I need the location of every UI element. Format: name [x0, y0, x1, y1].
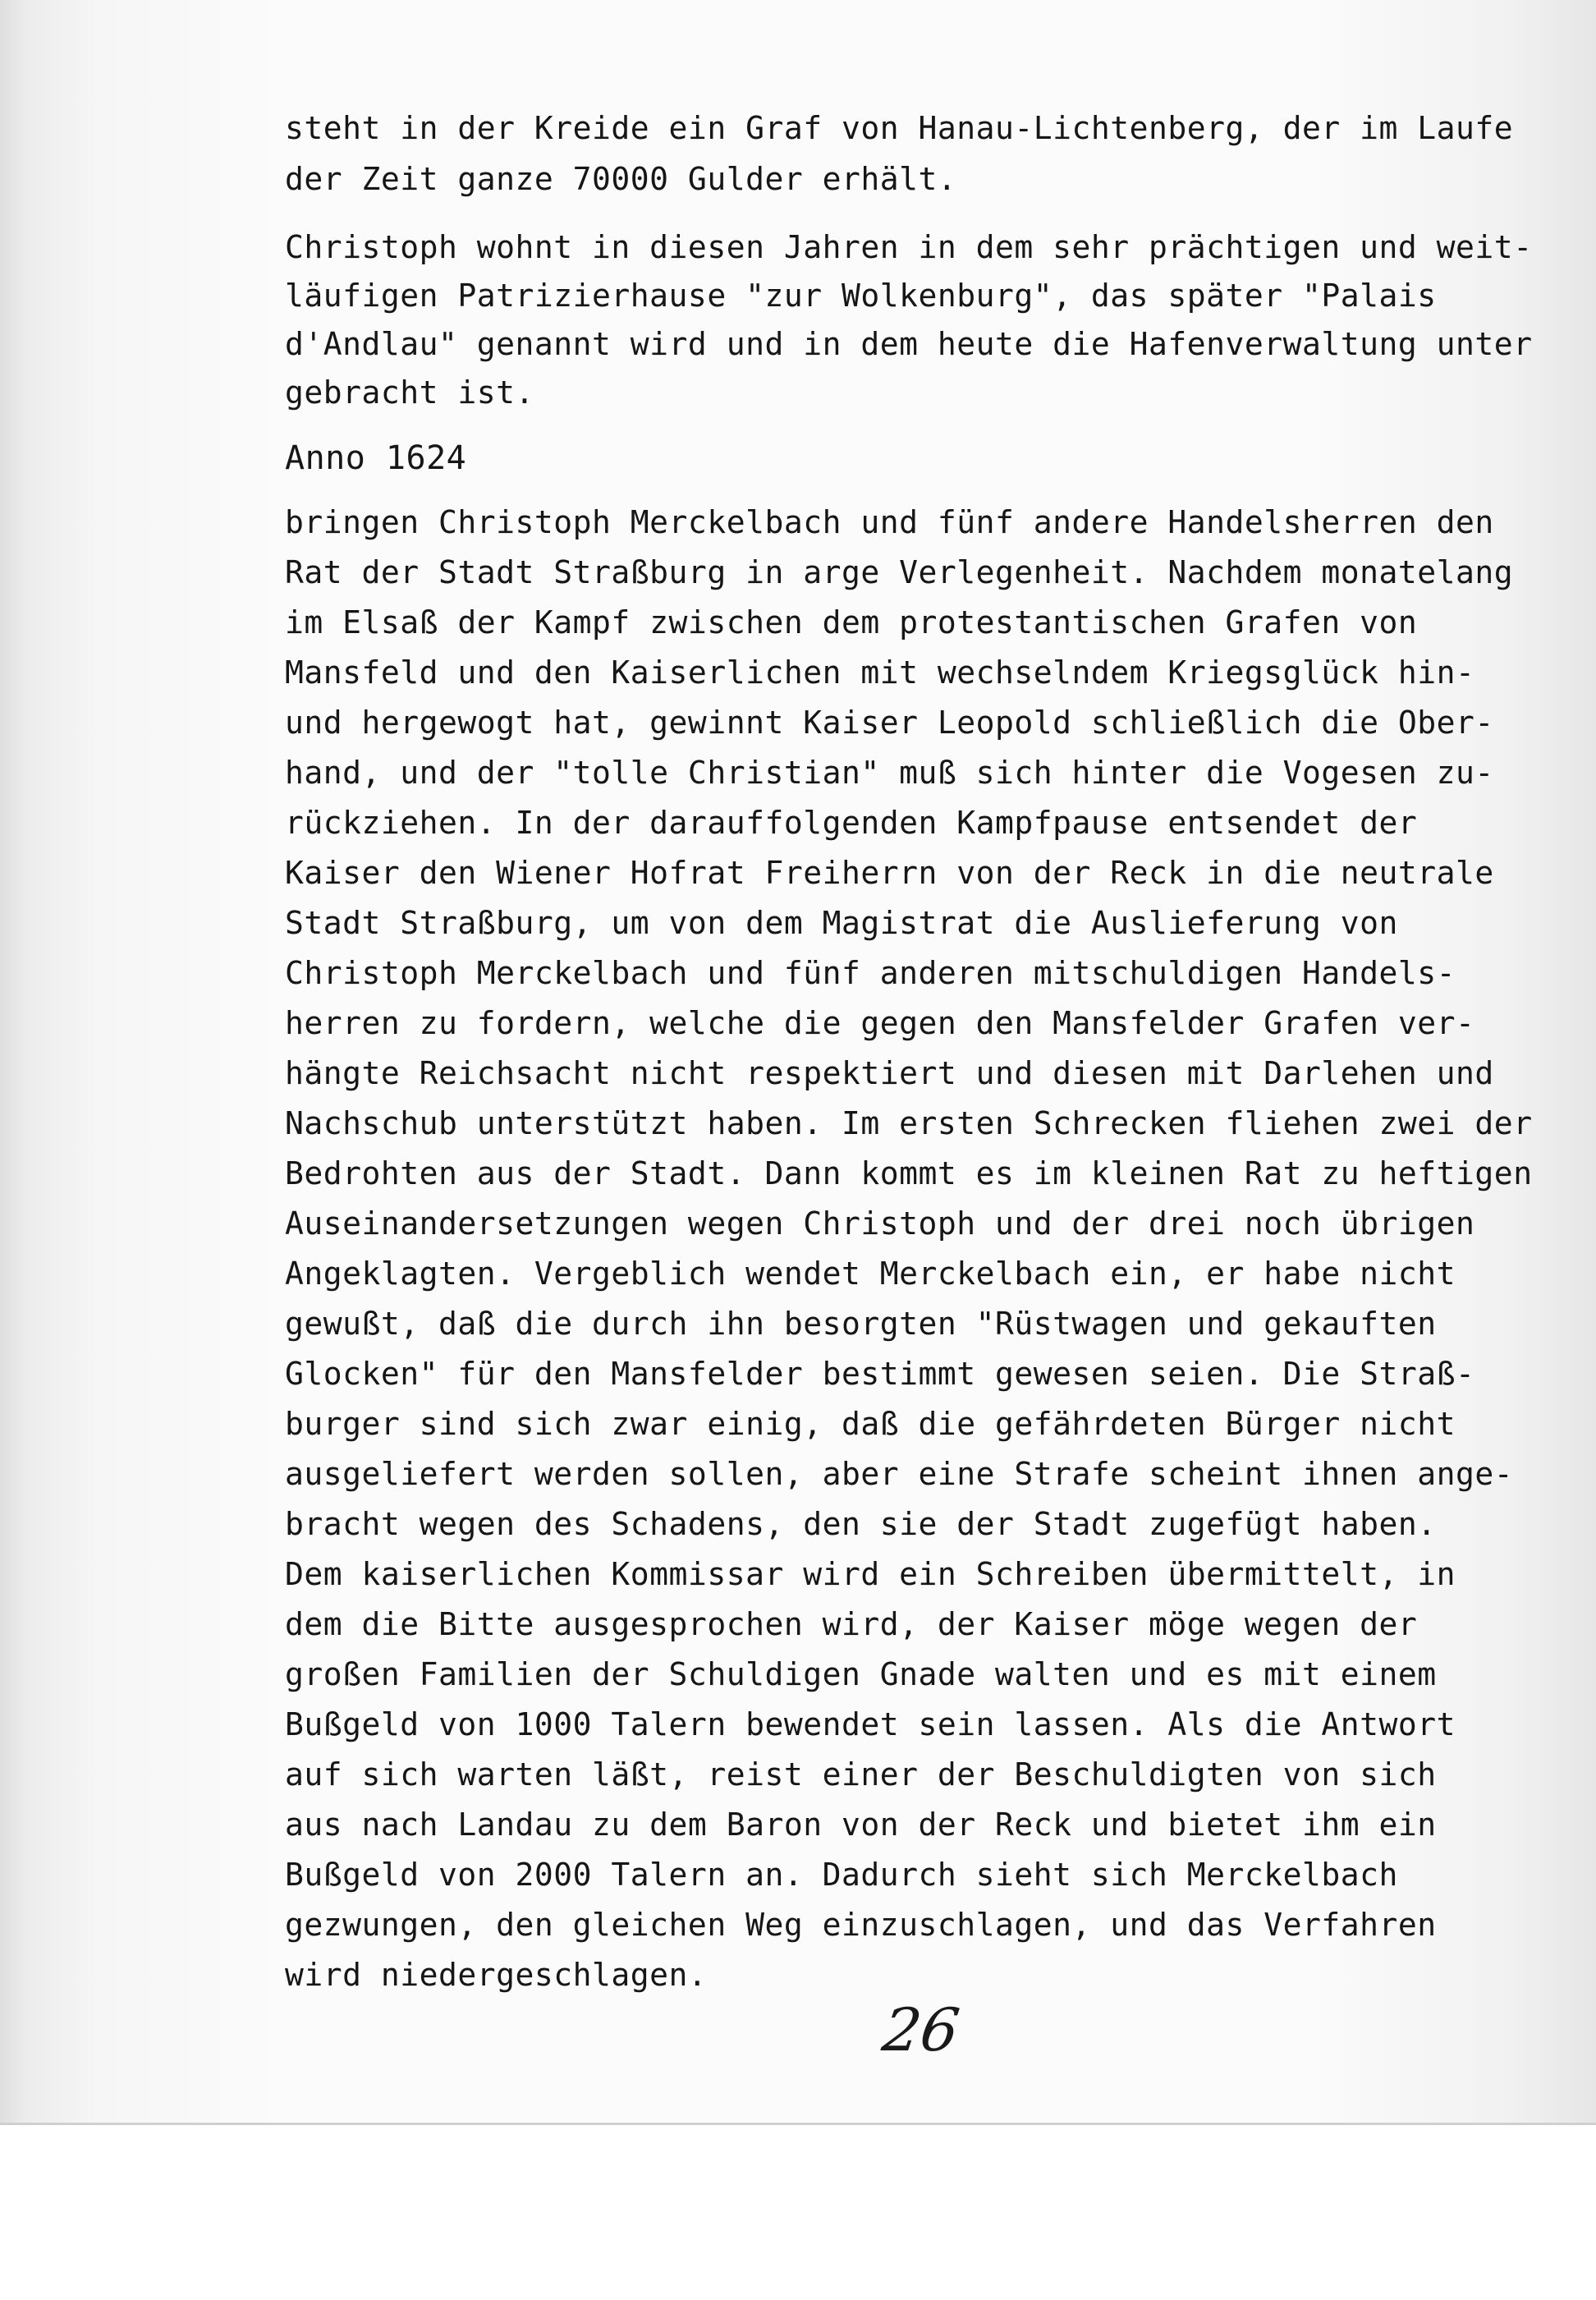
text-line: bracht wegen des Schadens, den sie der Stadt zugefügt haben. [285, 1506, 1437, 1542]
text-line: läufigen Patrizierhause "zur Wolkenburg", das später "Palais [285, 278, 1437, 314]
text-line: Angeklagten. Vergeblich wendet Merckelbach ein, er habe nicht [285, 1256, 1456, 1292]
text-line: ausgeliefert werden sollen, aber eine Strafe scheint ihnen ange- [285, 1456, 1514, 1492]
text-line: Bußgeld von 2000 Talern an. Dadurch sieht sich Merckelbach [285, 1857, 1398, 1893]
text-line: burger sind sich zwar einig, daß die gefährdeten Bürger nicht [285, 1406, 1456, 1442]
text-line: dem die Bitte ausgesprochen wird, der Kaiser möge wegen der [285, 1606, 1418, 1642]
text-line: Nachschub unterstützt haben. Im ersten Schrecken fliehen zwei der [285, 1105, 1533, 1141]
section-heading: Anno 1624 [285, 439, 467, 477]
text-line: Mansfeld und den Kaiserlichen mit wechselndem Kriegsglück hin- [285, 654, 1475, 691]
text-line: auf sich warten läßt, reist einer der Beschuldigten von sich [285, 1756, 1437, 1793]
text-line: rückziehen. In der darauffolgenden Kampfpause entsendet der [285, 805, 1418, 841]
text-line: Auseinandersetzungen wegen Christoph und der drei noch übrigen [285, 1205, 1475, 1242]
text-line: wird niedergeschlagen. [285, 1957, 708, 1993]
text-line: im Elsaß der Kampf zwischen dem protestantischen Grafen von [285, 604, 1418, 640]
text-line: gewußt, daß die durch ihn besorgten "Rüstwagen und gekauften [285, 1306, 1437, 1342]
text-line: hängte Reichsacht nicht respektiert und diesen mit Darlehen und [285, 1055, 1494, 1091]
text-line: großen Familien der Schuldigen Gnade walten und es mit einem [285, 1656, 1437, 1692]
text-line: hand, und der "tolle Christian" muß sich hinter die Vogesen zu- [285, 755, 1494, 791]
text-line: Christoph Merckelbach und fünf anderen mitschuldigen Handels- [285, 955, 1456, 991]
text-line: Rat der Stadt Straßburg in arge Verlegenheit. Nachdem monatelang [285, 554, 1514, 590]
text-line: Bußgeld von 1000 Talern bewendet sein lassen. Als die Antwort [285, 1706, 1456, 1742]
text-line: bringen Christoph Merckelbach und fünf andere Handelsherren den [285, 504, 1494, 540]
text-line: Dem kaiserlichen Kommissar wird ein Schreiben übermittelt, in [285, 1556, 1456, 1592]
text-line: d'Andlau" genannt wird und in dem heute die Hafenverwaltung unter [285, 326, 1533, 362]
text-line: der Zeit ganze 70000 Gulder erhält. [285, 161, 957, 197]
text-line: gezwungen, den gleichen Weg einzuschlagen, und das Verfahren [285, 1907, 1437, 1943]
text-line: Glocken" für den Mansfelder bestimmt gewesen seien. Die Straß- [285, 1356, 1475, 1392]
text-line: Bedrohten aus der Stadt. Dann kommt es im kleinen Rat zu heftigen [285, 1155, 1533, 1191]
text-line: Stadt Straßburg, um von dem Magistrat die Auslieferung von [285, 905, 1398, 941]
text-line: und hergewogt hat, gewinnt Kaiser Leopold schließlich die Ober- [285, 705, 1494, 741]
scan-margin [0, 2123, 1596, 2300]
text-line: Kaiser den Wiener Hofrat Freiherrn von der Reck in die neutrale [285, 855, 1494, 891]
text-line: gebracht ist. [285, 374, 534, 411]
text-line: herren zu fordern, welche die gegen den Mansfelder Grafen ver- [285, 1005, 1475, 1041]
page-number: 26 [878, 1995, 964, 2064]
text-line: Christoph wohnt in diesen Jahren in dem sehr prächtigen und weit- [285, 229, 1533, 265]
text-line: aus nach Landau zu dem Baron von der Reck und bietet ihm ein [285, 1806, 1437, 1843]
text-line: steht in der Kreide ein Graf von Hanau-Lichtenberg, der im Laufe [285, 110, 1514, 146]
